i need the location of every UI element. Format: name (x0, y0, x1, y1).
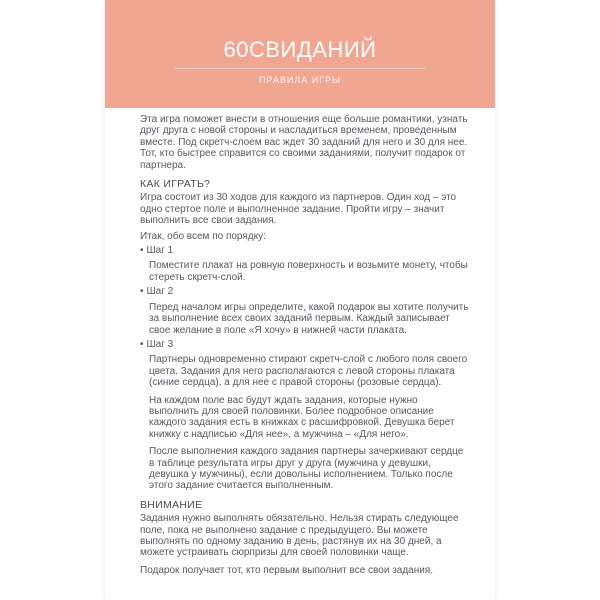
step-1-text: Поместите плакат на ровную поверхность и возьмите монету, чтобы стереть скретч-слой. (149, 260, 468, 283)
order-intro: Итак, обо всем по порядку: (140, 230, 266, 242)
bullet: • (140, 338, 144, 350)
step-2-text: Перед началом игры определите, какой подарок вы хотите получить за выполнение всех своих заданий первым. Каждый записывает свое желание в поле «Я хочу» в нижней части плаката. (149, 301, 469, 336)
how-to-play-text: Игра состоит из 30 ходов для каждого из партнеров. Один ход – это одно стертое поле и выполненное задание. Пройти игру – значит выполнить все свои задания. (140, 192, 457, 227)
header-banner (105, 0, 495, 108)
bullet: • (140, 286, 144, 298)
step-2-label: Шаг 2 (146, 286, 174, 298)
brand-logo (105, 38, 495, 62)
header-divider (175, 68, 425, 69)
step-3-text-3: После выполнения каждого задания партнеры зачеркивают сердце в таблице результата игры друг у друга (мужчина у девушки, девушка у мужчины), если довольны исполнением. Только после этого задание считается выполненным. (149, 446, 464, 492)
attention-title: ВНИМАНИЕ (140, 498, 203, 511)
page-subtitle: ПРАВИЛА ИГРЫ (258, 75, 342, 85)
step-3-text-2: На каждом поле вас будут ждать задания, которые нужно выполнить для своей половинки. Более подробное описание каждого задания есть в книжках с расшифровкой. Девушка берет книжку с надписью «Для нее», а мужчина – «Для него». (149, 394, 455, 440)
brand-word: СВИДАНИЙ (249, 37, 377, 62)
attention-text: Задания нужно выполнять обязательно. Нельзя стирать следующее поле, пока не выполнено задание с предыдущего. Вы можете выполнять по одному заданию в день, растянув их на 30 дней, а можете устраивать сюрпризы для своей половинки чаще. (140, 513, 459, 559)
rules-page (105, 0, 495, 600)
rules-content (140, 114, 470, 576)
step-3 (140, 339, 470, 350)
step-3-text-1: Партнеры одновременно стирают скретч-слой с любого поля своего цвета. Задания для него располагаются с левой стороны плаката (синие сердца), а для нее с правой стороны (розовые сердца). (149, 354, 468, 389)
bullet: • (140, 245, 144, 257)
step-2 (140, 286, 470, 297)
how-to-play-title: КАК ИГРАТЬ? (140, 178, 211, 191)
final-note: Подарок получает тот, кто первым выполнит все свои задания. (140, 564, 434, 576)
step-3-label: Шаг 3 (146, 338, 174, 350)
brand-number: 60 (223, 37, 249, 62)
step-1-label: Шаг 1 (146, 245, 174, 257)
step-1 (140, 245, 470, 256)
intro-paragraph: Эта игра поможет внести в отношения еще больше романтики, узнать друг друга с новой стороны и насладиться временем, проведенным вместе. Под скретч-слоем вас ждет 30 заданий для него и 30 для нее. Тот, кто быстрее справится со своими заданиями, получит подарок от партнера. (140, 114, 468, 171)
